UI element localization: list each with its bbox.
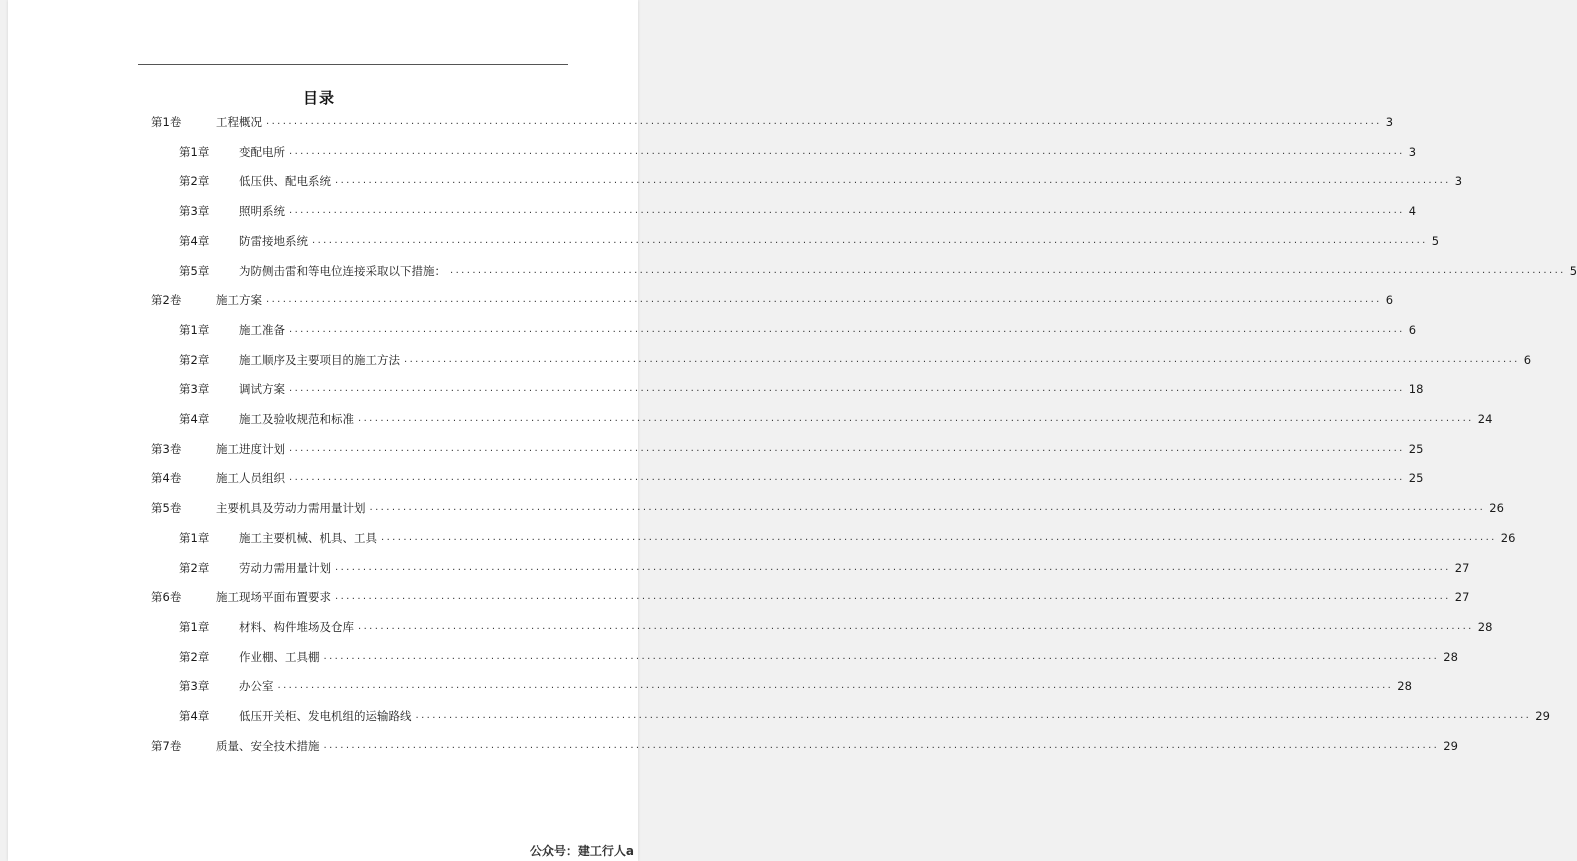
toc-entry-number: 第4章 xyxy=(179,233,210,248)
toc-dot-leader: ........................................................................................................................................................................................................ xyxy=(335,591,1451,603)
toc-dot-leader: ........................................................................................................................................................................................................ xyxy=(266,294,1382,306)
toc-entry-number: 第1卷 xyxy=(151,115,182,129)
toc-entry-page: 5 xyxy=(1431,233,1440,248)
toc-dot-leader: ........................................................................................................................................................................................................ xyxy=(289,205,1405,217)
toc-entry-page: 27 xyxy=(1454,560,1470,575)
toc-entry[interactable] xyxy=(179,142,1417,162)
toc-entry-title: 材料、构件堆场及仓库 xyxy=(239,619,354,634)
toc-entry[interactable] xyxy=(151,587,1470,607)
toc-entry-page: 4 xyxy=(1408,204,1417,219)
toc-entry[interactable] xyxy=(179,676,1412,696)
header-rule xyxy=(138,64,568,65)
toc-entry-page: 18 xyxy=(1408,382,1424,397)
toc-entry-number: 第4章 xyxy=(179,412,210,426)
toc-entry-title: 低压开关柜、发电机组的运输路线 xyxy=(239,709,412,723)
toc-entry-number: 第1章 xyxy=(179,322,210,337)
toc-entry-title: 为防侧击雷和等电位连接采取以下措施： xyxy=(239,263,446,278)
toc-entry-number: 第5卷 xyxy=(151,501,182,516)
toc-entry-number: 第3章 xyxy=(179,204,210,219)
toc-entry-page: 26 xyxy=(1489,501,1504,516)
toc-dot-leader: ........................................................................................................................................................................................................ xyxy=(381,531,1497,543)
toc-entry[interactable] xyxy=(151,112,1394,132)
toc-dot-leader: ........................................................................................................................................................................................................ xyxy=(312,234,1428,246)
toc-entry[interactable] xyxy=(151,498,1504,518)
toc-entry-page: 25 xyxy=(1408,471,1424,486)
toc-entry-title: 劳动力需用量计划 xyxy=(239,560,331,575)
toc-entry-title: 施工现场平面布置要求 xyxy=(216,590,331,605)
toc-entry[interactable] xyxy=(179,231,1440,251)
toc-entry-page: 25 xyxy=(1408,441,1424,456)
toc-entry-page: 5 xyxy=(1569,263,1577,278)
toc-entry-number: 第2卷 xyxy=(151,293,182,308)
toc-entry[interactable] xyxy=(179,617,1493,637)
toc-dot-leader: ........................................................................................................................................................................................................ xyxy=(335,561,1451,573)
toc-entry-page: 6 xyxy=(1523,352,1532,367)
toc-dot-leader: ........................................................................................................................................................................................................ xyxy=(358,413,1474,424)
toc-entry-number: 第1章 xyxy=(179,144,210,159)
toc-dot-leader: ........................................................................................................................................................................................................ xyxy=(289,442,1405,454)
toc-entry[interactable] xyxy=(151,439,1424,459)
toc-entry-page: 6 xyxy=(1408,322,1417,337)
toc-entry-number: 第2章 xyxy=(179,174,210,189)
toc-title: 目录 xyxy=(302,89,335,107)
toc-dot-leader: ........................................................................................................................................................................................................ xyxy=(289,145,1405,157)
toc-dot-leader: ........................................................................................................................................................................................................ xyxy=(335,175,1451,187)
toc-dot-leader: ........................................................................................................................................................................................................ xyxy=(450,264,1566,276)
toc-dot-leader: ........................................................................................................................................................................................................ xyxy=(323,739,1440,751)
toc-entry-page: 29 xyxy=(1443,738,1458,753)
toc-entry-number: 第2章 xyxy=(179,649,210,664)
toc-entry-title: 施工主要机械、机具、工具 xyxy=(239,530,377,545)
toc-entry-title: 调试方案 xyxy=(239,382,285,397)
toc-entry-page: 28 xyxy=(1443,649,1458,664)
toc-entry-title: 工程概况 xyxy=(216,115,262,129)
toc-dot-leader: ........................................................................................................................................................................................................ xyxy=(369,502,1486,514)
toc-entry-page: 28 xyxy=(1397,679,1412,694)
toc-entry-page: 24 xyxy=(1477,412,1493,426)
toc-dot-leader: ........................................................................................................................................................................................................ xyxy=(415,710,1532,721)
toc-entry-page: 3 xyxy=(1408,144,1417,159)
toc-entry-number: 第3章 xyxy=(179,382,210,397)
toc-entry-title: 施工人员组织 xyxy=(216,471,285,486)
toc-entry[interactable] xyxy=(179,201,1417,221)
toc-dot-leader: ........................................................................................................................................................................................................ xyxy=(404,353,1520,365)
toc-entry[interactable] xyxy=(151,736,1458,756)
toc-entry[interactable] xyxy=(179,379,1424,399)
toc-entry-page: 27 xyxy=(1454,590,1470,605)
toc-entry[interactable] xyxy=(179,320,1417,340)
toc-entry-title: 变配电所 xyxy=(239,144,285,159)
toc-entry-title: 施工准备 xyxy=(239,322,285,337)
toc-entry[interactable] xyxy=(151,290,1394,310)
toc-dot-leader: ........................................................................................................................................................................................................ xyxy=(323,650,1440,662)
toc-entry-title: 低压供、配电系统 xyxy=(239,174,331,189)
toc-dot-leader: ........................................................................................................................................................................................................ xyxy=(277,680,1394,692)
toc-entry-title: 施工进度计划 xyxy=(216,441,285,456)
toc-entry-number: 第1章 xyxy=(179,530,210,545)
toc-entry[interactable] xyxy=(179,706,1550,726)
toc-entry-page: 29 xyxy=(1535,709,1550,723)
toc-entry[interactable] xyxy=(179,261,1577,281)
toc-entry[interactable] xyxy=(151,468,1424,488)
toc-entry-title: 作业棚、工具棚 xyxy=(239,649,320,664)
toc-entry-title: 照明系统 xyxy=(239,204,285,219)
toc-entry-page: 3 xyxy=(1454,174,1463,189)
toc-dot-leader: ........................................................................................................................................................................................................ xyxy=(358,620,1474,632)
toc-entry-page: 3 xyxy=(1385,115,1394,129)
toc-entry[interactable] xyxy=(179,350,1532,370)
toc-entry[interactable] xyxy=(179,647,1458,667)
toc-entry[interactable] xyxy=(179,528,1516,548)
toc-entry-number: 第2章 xyxy=(179,352,210,367)
watermark: 公众号：建工行人a xyxy=(529,844,634,858)
toc-entry-number: 第4卷 xyxy=(151,471,182,486)
toc-entry-number: 第1章 xyxy=(179,619,210,634)
toc-entry-page: 28 xyxy=(1477,619,1493,634)
toc-entry-number: 第2章 xyxy=(179,560,210,575)
toc-entry-page: 26 xyxy=(1500,530,1516,545)
toc-entry-page: 6 xyxy=(1385,293,1394,308)
toc-entry-title: 质量、安全技术措施 xyxy=(216,738,320,753)
toc-entry-title: 施工及验收规范和标准 xyxy=(239,412,354,426)
toc-dot-leader: ........................................................................................................................................................................................................ xyxy=(289,472,1405,484)
toc-entry-number: 第5章 xyxy=(179,263,210,278)
toc-entry-title: 主要机具及劳动力需用量计划 xyxy=(216,501,366,516)
toc-entry-title: 施工方案 xyxy=(216,293,262,308)
toc-dot-leader: ........................................................................................................................................................................................................ xyxy=(289,383,1405,395)
toc-entry-number: 第3卷 xyxy=(151,441,182,456)
toc-dot-leader: ........................................................................................................................................................................................................ xyxy=(266,116,1382,127)
toc-entry[interactable] xyxy=(179,171,1463,191)
toc-entry-number: 第7卷 xyxy=(151,738,182,753)
toc-entry-number: 第6卷 xyxy=(151,590,182,605)
toc-entry[interactable] xyxy=(179,558,1470,578)
toc-dot-leader: ........................................................................................................................................................................................................ xyxy=(289,323,1405,335)
toc-entry-title: 办公室 xyxy=(239,679,274,694)
toc-entry-title: 施工顺序及主要项目的施工方法 xyxy=(239,352,400,367)
toc-entry-number: 第4章 xyxy=(179,709,210,723)
toc-entry-number: 第3章 xyxy=(179,679,210,694)
toc-entry-title: 防雷接地系统 xyxy=(239,233,308,248)
toc-entry[interactable] xyxy=(179,409,1493,429)
